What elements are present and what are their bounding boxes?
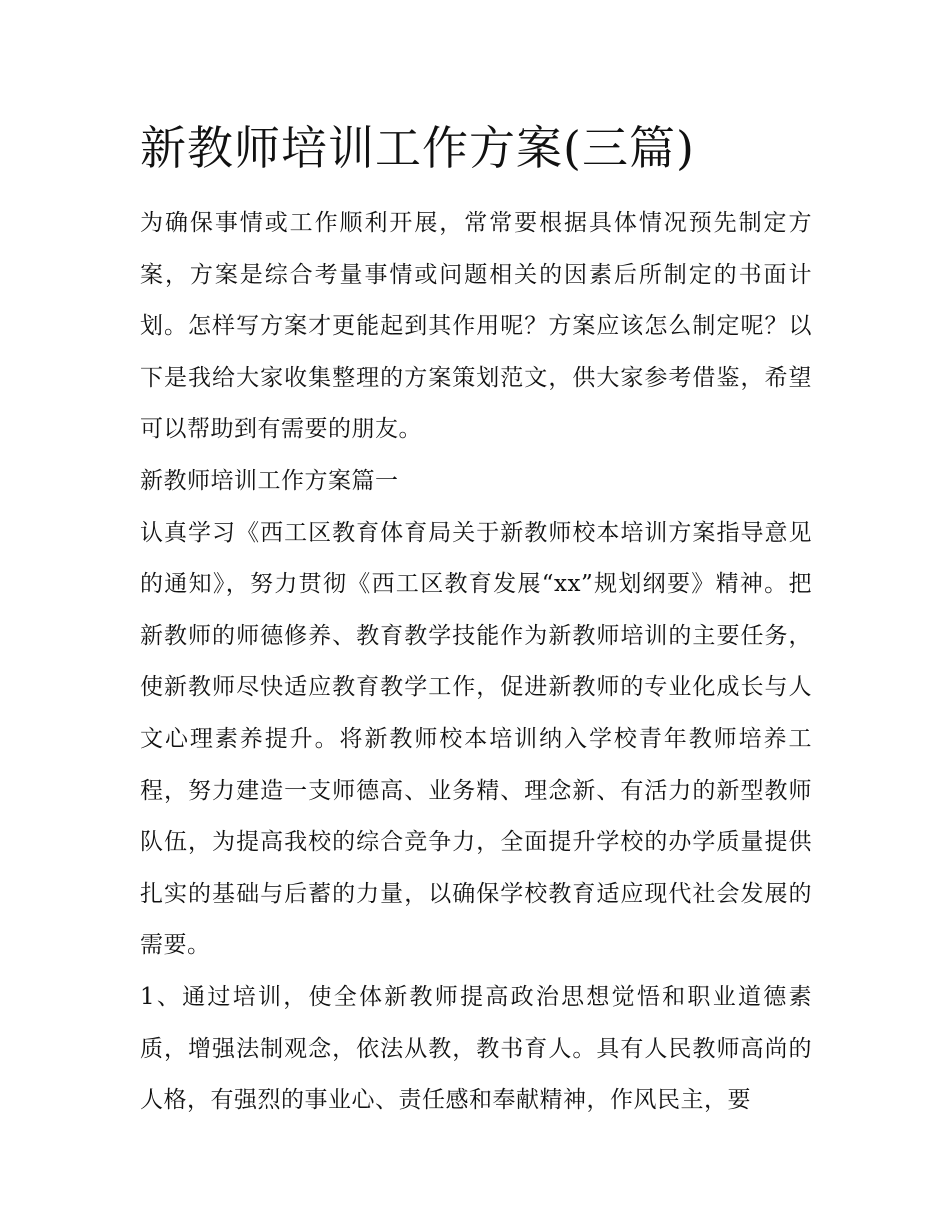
document-title: 新教师培训工作方案(三篇) [140,121,695,175]
document-body [140,112,812,1127]
section-heading: 新教师培训工作方案篇一 [140,467,399,494]
body-paragraph: 认真学习《西工区教育体育局关于新教师校本培训方案指导意见的通知》，努力贯彻《西工区教育发展“xx”规划纲要》精神。把新教师的师德修养、教育教学技能作为新教师培训的主要任务，使新教师尽快适应教育教学工作，促进新教师的专业化成长与人文心理素养提升。将新教师校本培训纳入学校青年教师培养工程，努力建造一支师德高、业务精、理念新、有活力的新型教师队伍，为提高我校的综合竞争力，全面提升学校的办学质量提供扎实的基础与后蓄的力量，以确保学校教育适应现代社会发展的需要。 [140,519,812,959]
intro-paragraph: 为确保事情或工作顺利开展，常常要根据具体情况预先制定方案，方案是综合考量事情或问题相关的因素后所制定的书面计划。怎样写方案才更能起到其作用呢？方案应该怎么制定呢？以下是我给大家收集整理的方案策划范文，供大家参考借鉴，希望可以帮助到有需要的朋友。 [140,210,812,443]
numbered-paragraph: 1、通过培训，使全体新教师提高政治思想觉悟和职业道德素质，增强法制观念，依法从教，教书育人。具有人民教师高尚的人格，有强烈的事业心、责任感和奉献精神，作风民主，要 [140,983,812,1114]
